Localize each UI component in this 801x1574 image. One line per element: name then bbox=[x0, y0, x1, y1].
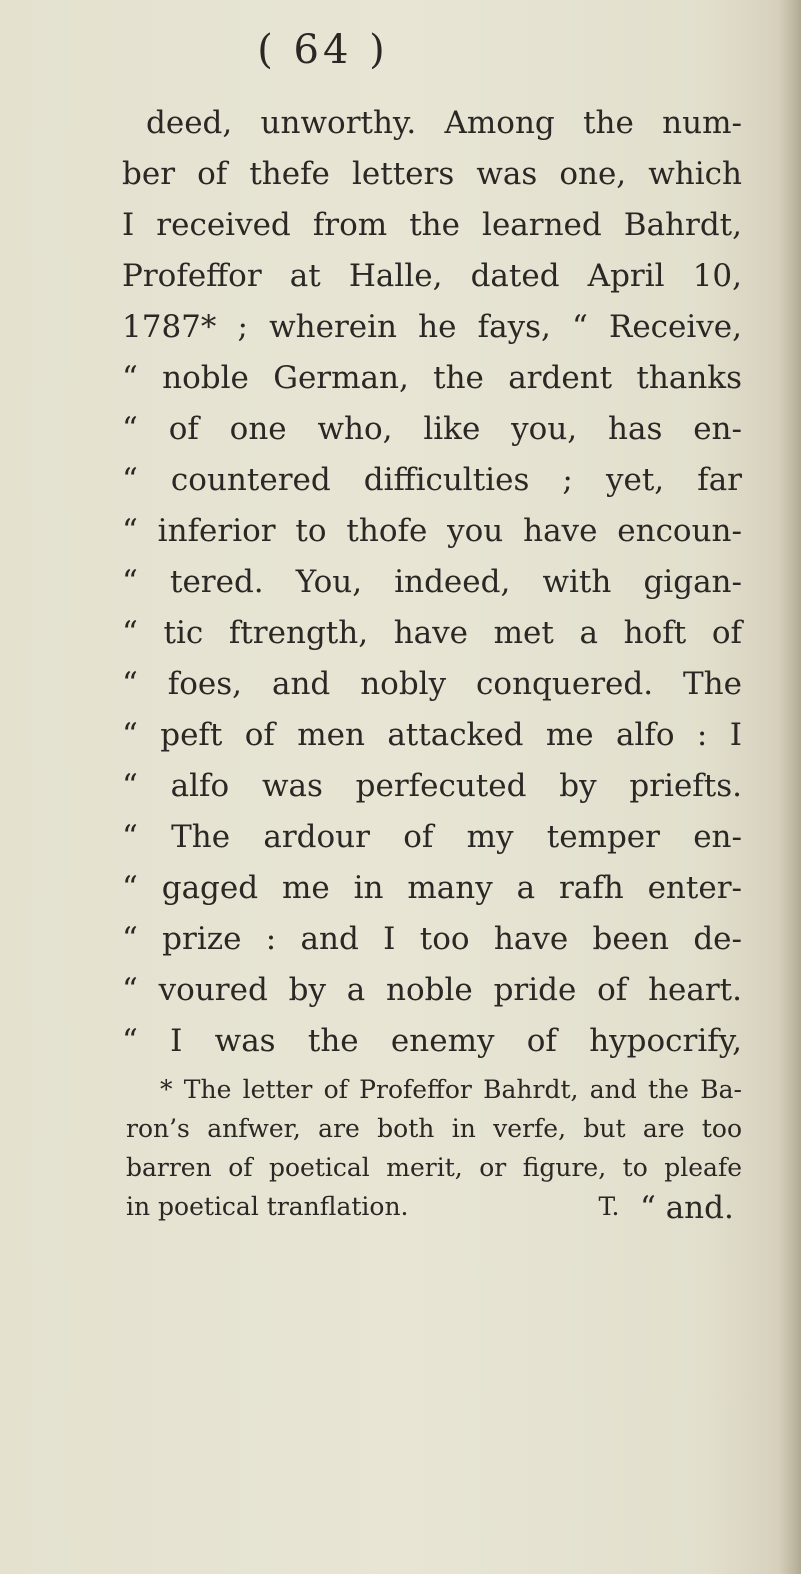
page-edge-shadow bbox=[779, 0, 801, 1574]
body-line: Profeffor at Halle, dated April 10, bbox=[122, 258, 742, 294]
body-line: “ The ardour of my temper en- bbox=[122, 819, 742, 855]
body-line: “ I was the enemy of hypocrify, bbox=[122, 1023, 742, 1059]
body-line: I received from the learned Bahrdt, bbox=[122, 207, 742, 243]
footnote-line: in poetical tranflation. bbox=[126, 1192, 409, 1221]
body-line: “ alfo was perfecuted by priefts. bbox=[122, 768, 742, 804]
body-line: “ foes, and nobly conquered. The bbox=[122, 666, 742, 702]
body-line: “ gaged me in many a rafh enter- bbox=[122, 870, 742, 906]
footnote-line: ron’s anfwer, are both in verfe, but are too bbox=[126, 1114, 742, 1143]
body-line: “ peft of men attacked me alfo : I bbox=[122, 717, 742, 753]
footnote-line: * The letter of Profeffor Bahrdt, and the Ba- bbox=[160, 1075, 742, 1104]
body-line: “ voured by a noble pride of heart. bbox=[122, 972, 742, 1008]
body-line: “ countered difficulties ; yet, far bbox=[122, 462, 742, 498]
body-line: “ prize : and I too have been de- bbox=[122, 921, 742, 957]
body-line: “ tic ftrength, have met a hoft of bbox=[122, 615, 742, 651]
catchword: “ and. bbox=[640, 1190, 734, 1226]
body-line: ber of thefe letters was one, which bbox=[122, 156, 742, 192]
body-line: “ noble German, the ardent thanks bbox=[122, 360, 742, 396]
body-text bbox=[122, 98, 742, 1067]
footnote-signature: T. bbox=[598, 1192, 620, 1221]
body-line: “ tered. You, indeed, with gigan- bbox=[122, 564, 742, 600]
body-line: 1787* ; wherein he fays, “ Receive, bbox=[122, 309, 742, 345]
footnote-line: barren of poetical merit, or figure, to pleafe bbox=[126, 1153, 742, 1182]
body-line: deed, unworthy. Among the num- bbox=[146, 105, 742, 141]
body-line: “ inferior to thofe you have encoun- bbox=[122, 513, 742, 549]
page-number: ( 64 ) bbox=[257, 27, 389, 73]
body-line: “ of one who, like you, has en- bbox=[122, 411, 742, 447]
